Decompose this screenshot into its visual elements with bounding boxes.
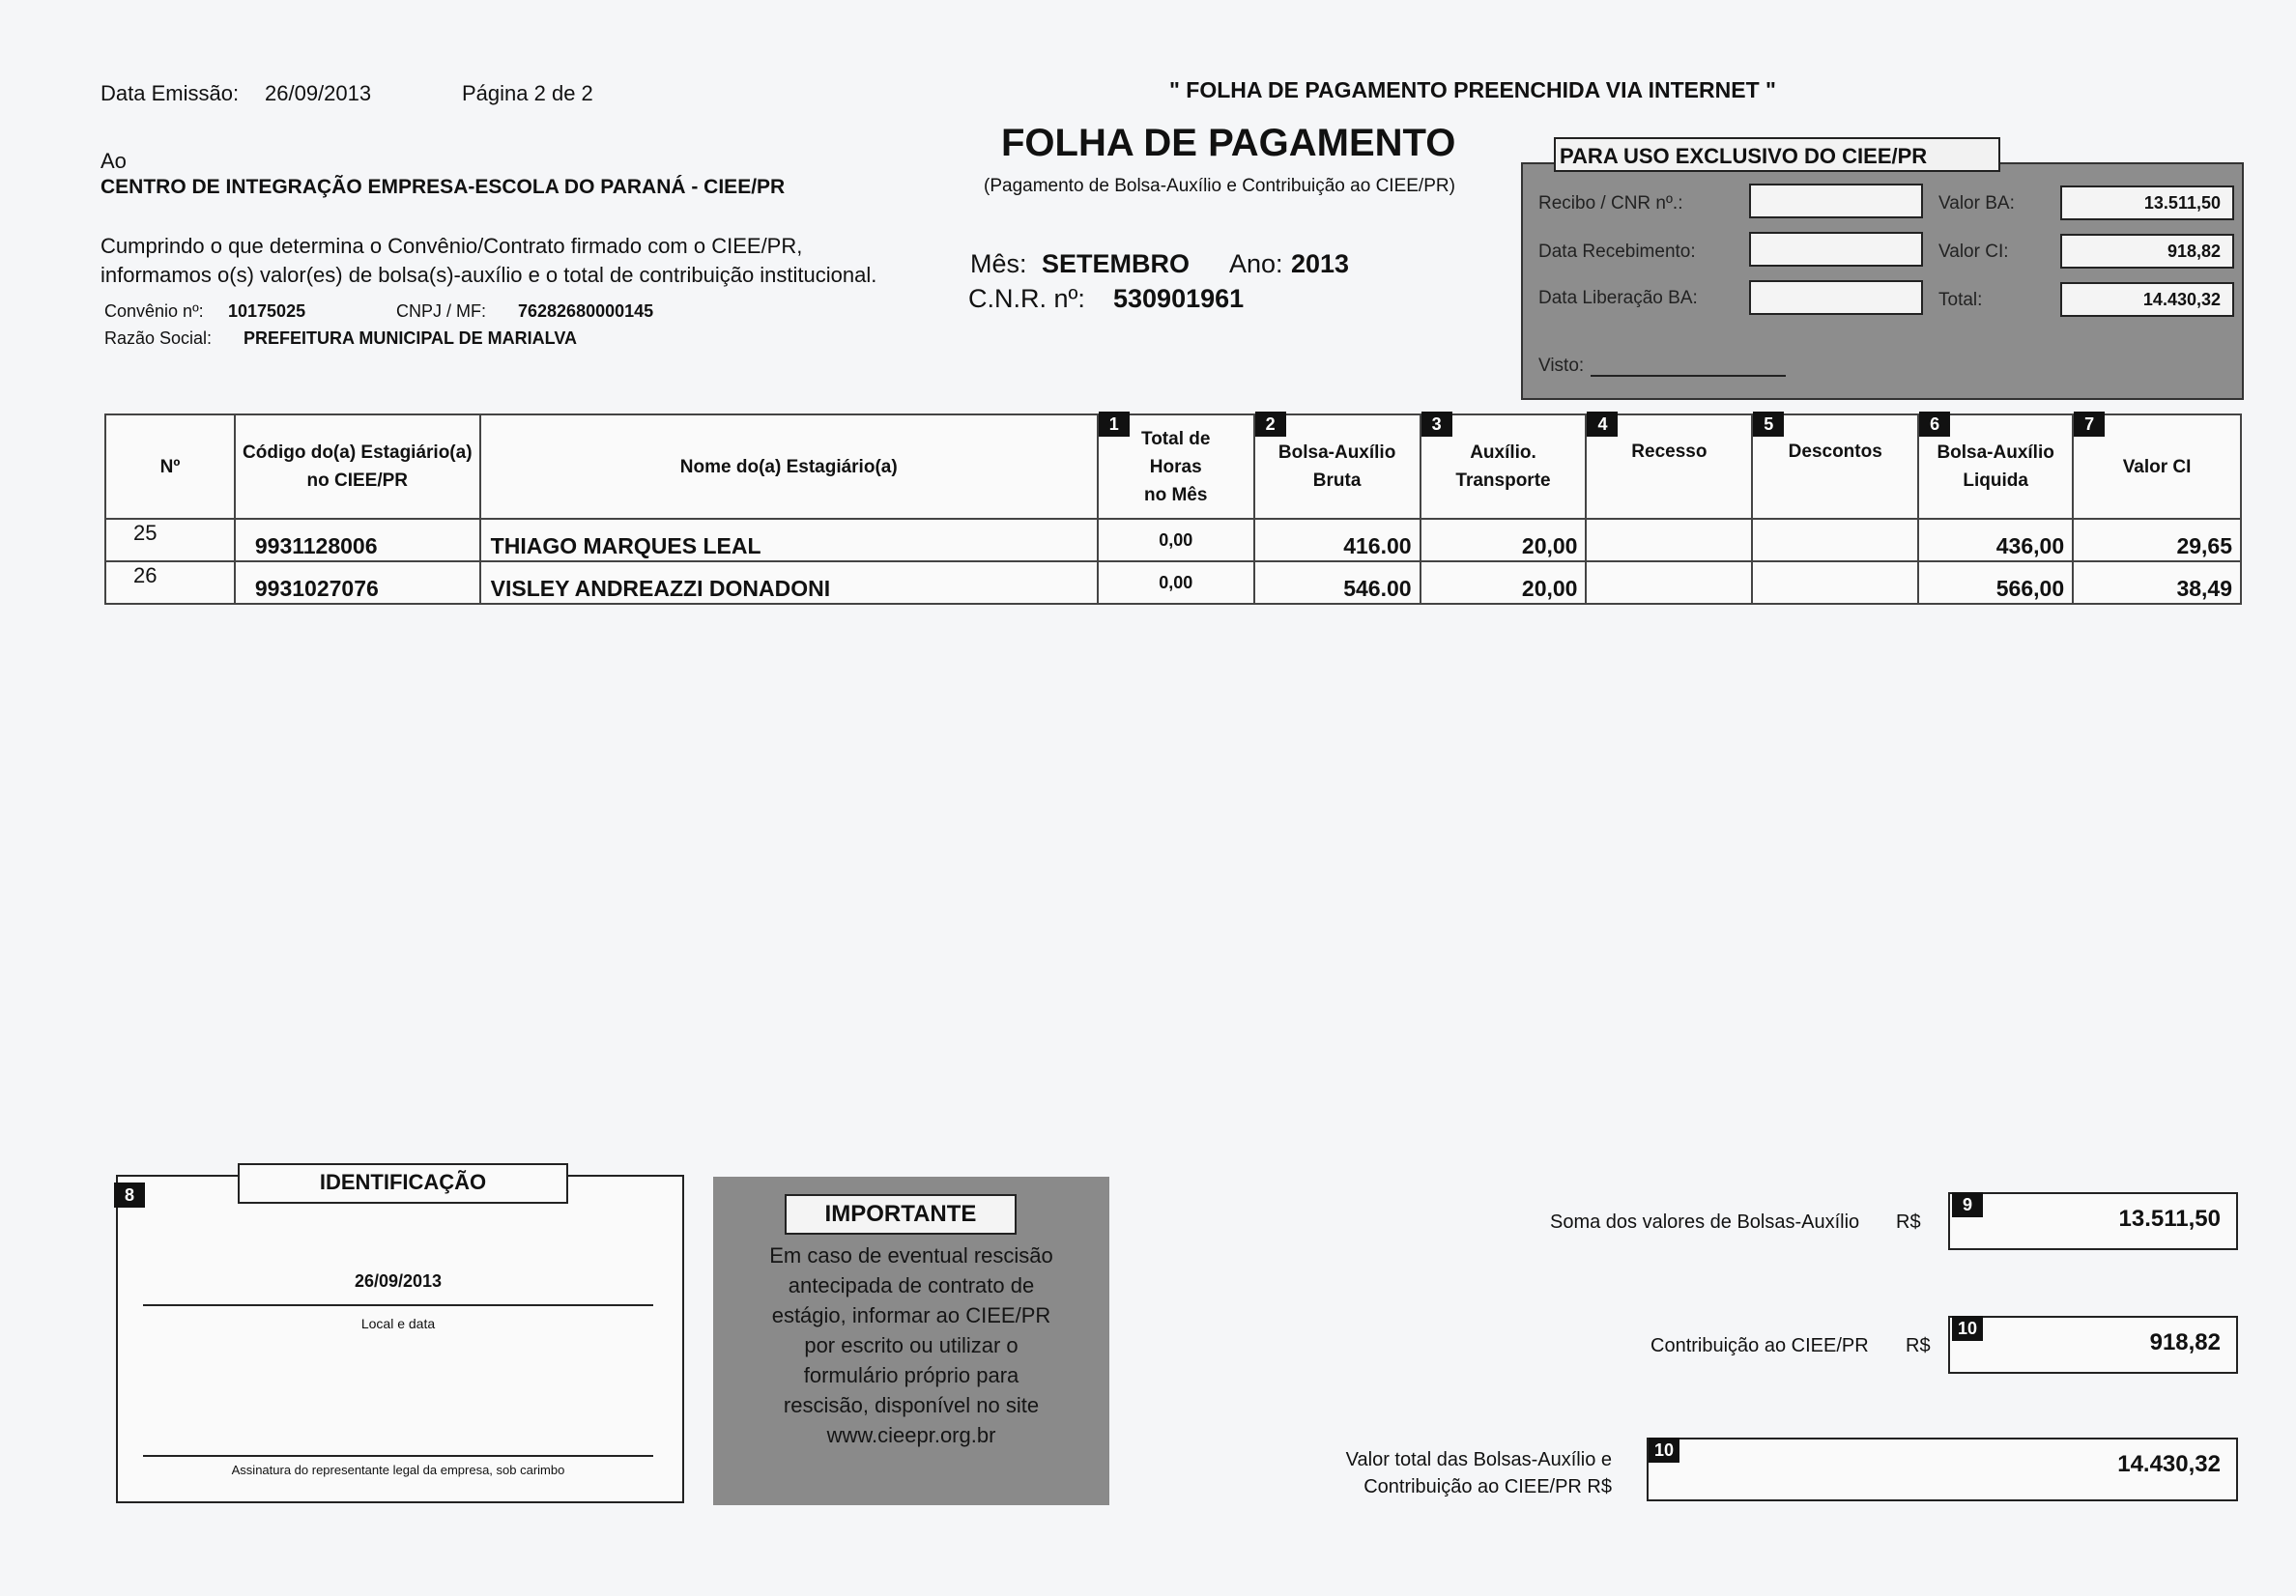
col-header-hours-label: Total de Horas no Mês <box>1141 428 1211 505</box>
row-ci: 29,65 <box>2073 519 2241 561</box>
row-code: 9931128006 <box>235 519 480 561</box>
contrib-currency: R$ <box>1906 1335 1931 1356</box>
razao-social: PREFEITURA MUNICIPAL DE MARIALVA <box>244 328 577 348</box>
table-row <box>105 561 2241 604</box>
col-number-3: 3 <box>1421 412 1452 437</box>
col-header-bruta-label: Bolsa-Auxílio Bruta <box>1277 442 1396 491</box>
internet-title: " FOLHA DE PAGAMENTO PREENCHIDA VIA INTERNET " <box>1169 77 1776 102</box>
liberacao-field[interactable] <box>1749 280 1923 315</box>
col-header-descontos-label: Descontos <box>1788 441 1882 462</box>
important-line: estágio, informar ao CIEE/PR <box>771 1303 1051 1327</box>
payroll-table <box>104 413 2242 605</box>
signature-caption: Assinatura do representante legal da empresa, sob carimbo <box>231 1463 565 1477</box>
intro-text-1: Cumprindo o que determina o Convênio/Contrato firmado com o CIEE/PR, <box>100 234 803 258</box>
important-line: Em caso de eventual rescisão <box>769 1243 1053 1268</box>
soma-box-number: 9 <box>1952 1192 1983 1217</box>
valor-ba-value: 13.511,50 <box>2060 185 2234 220</box>
col-header-name: Nome do(a) Estagiário(a) <box>480 414 1098 519</box>
col-header-n: Nº <box>105 414 235 519</box>
issue-date-label: Data Emissão: <box>100 81 240 105</box>
recibo-label: Recibo / CNR nº.: <box>1538 193 1683 214</box>
page-subtitle: (Pagamento de Bolsa-Auxílio e Contribuição ao CIEE/PR) <box>984 176 1455 196</box>
identification-title: IDENTIFICAÇÃO <box>238 1163 568 1204</box>
ciee-panel-title: PARA USO EXCLUSIVO DO CIEE/PR <box>1554 137 2000 172</box>
important-line: www.cieepr.org.br <box>826 1423 996 1447</box>
row-liquida: 436,00 <box>1918 519 2073 561</box>
important-title: IMPORTANTE <box>785 1194 1017 1235</box>
intro-text-2: informamos o(s) valor(es) de bolsa(s)-auxílio e o total de contribuição institucional. <box>100 263 877 287</box>
visto-line <box>1591 375 1786 377</box>
grand-total-value: 14.430,32 <box>1647 1438 2238 1501</box>
signature-line <box>143 1455 653 1457</box>
cnpj-label: CNPJ / MF: <box>396 301 486 321</box>
col-header-hours <box>1098 414 1254 519</box>
col-header-valor-ci <box>2073 414 2241 519</box>
table-row <box>105 519 2241 561</box>
row-number: 25 <box>105 519 235 561</box>
recebimento-label: Data Recebimento: <box>1538 242 1696 262</box>
grand-total-box-number: 10 <box>1649 1438 1679 1463</box>
month-label: Mês: <box>970 249 1027 278</box>
grand-total-label-1: Valor total das Bolsas-Auxílio e <box>1345 1449 1612 1470</box>
row-transporte: 20,00 <box>1421 561 1587 604</box>
col-header-liquida-label: Bolsa-Auxílio Liquida <box>1937 442 2054 491</box>
row-name: VISLEY ANDREAZZI DONADONI <box>480 561 1098 604</box>
col-header-code: Código do(a) Estagiário(a) no CIEE/PR <box>235 414 480 519</box>
recebimento-field[interactable] <box>1749 232 1923 267</box>
valor-ci-label: Valor CI: <box>1938 242 2009 262</box>
row-descontos <box>1752 561 1918 604</box>
row-ci: 38,49 <box>2073 561 2241 604</box>
year-label: Ano: <box>1229 249 1283 278</box>
recibo-field[interactable] <box>1749 184 1923 218</box>
important-line: por escrito ou utilizar o <box>804 1333 1019 1357</box>
col-header-recesso <box>1586 414 1752 519</box>
col-number-7: 7 <box>2074 412 2105 437</box>
row-code: 9931027076 <box>235 561 480 604</box>
col-number-1: 1 <box>1099 412 1130 437</box>
row-bruta: 416.00 <box>1254 519 1421 561</box>
date-line <box>143 1304 653 1306</box>
liberacao-label: Data Liberação BA: <box>1538 288 1698 308</box>
col-number-6: 6 <box>1919 412 1950 437</box>
razao-label: Razão Social: <box>104 328 213 348</box>
cnpj-number: 76282680000145 <box>518 301 654 321</box>
row-bruta: 546.00 <box>1254 561 1421 604</box>
addressee-to: Ao <box>100 149 127 173</box>
addressee-org: CENTRO DE INTEGRAÇÃO EMPRESA-ESCOLA DO PARANÁ - CIEE/PR <box>100 176 786 198</box>
page-title: FOLHA DE PAGAMENTO <box>1001 122 1456 164</box>
important-line: antecipada de contrato de <box>788 1273 1035 1297</box>
identification-box <box>116 1175 684 1503</box>
convenio-number: 10175025 <box>228 301 306 321</box>
col-number-5: 5 <box>1753 412 1784 437</box>
row-transporte: 20,00 <box>1421 519 1587 561</box>
row-recesso <box>1586 561 1752 604</box>
col-header-transporte <box>1421 414 1587 519</box>
col-header-liquida <box>1918 414 2073 519</box>
row-liquida: 566,00 <box>1918 561 2073 604</box>
row-name: THIAGO MARQUES LEAL <box>480 519 1098 561</box>
contrib-value: 918,82 <box>1948 1316 2238 1374</box>
page-indicator: Página 2 de 2 <box>462 81 593 105</box>
col-number-4: 4 <box>1587 412 1618 437</box>
table-header-row <box>105 414 2241 519</box>
col-number-2: 2 <box>1255 412 1286 437</box>
row-hours: 0,00 <box>1098 561 1254 604</box>
convenio-label: Convênio nº: <box>104 301 204 321</box>
soma-value: 13.511,50 <box>1948 1192 2238 1250</box>
col-header-bruta <box>1254 414 1421 519</box>
valor-ba-label: Valor BA: <box>1938 193 2015 214</box>
row-number: 26 <box>105 561 235 604</box>
row-descontos <box>1752 519 1918 561</box>
year-value: 2013 <box>1291 249 1350 278</box>
col-header-valor-ci-label: Valor CI <box>2122 456 2192 477</box>
row-recesso <box>1586 519 1752 561</box>
col-header-descontos <box>1752 414 1918 519</box>
identification-number: 8 <box>114 1183 145 1208</box>
issue-date: 26/09/2013 <box>265 81 372 105</box>
soma-label: Soma dos valores de Bolsas-Auxílio <box>1550 1211 1860 1233</box>
contrib-box-number: 10 <box>1952 1316 1983 1341</box>
important-line: rescisão, disponível no site <box>783 1393 1040 1417</box>
cnr-number: 530901961 <box>1113 284 1245 313</box>
row-hours: 0,00 <box>1098 519 1254 561</box>
total-label: Total: <box>1938 290 1983 310</box>
month-value: SETEMBRO <box>1042 249 1191 278</box>
important-line: formulário próprio para <box>803 1363 1019 1387</box>
col-header-recesso-label: Recesso <box>1631 441 1708 462</box>
contrib-label: Contribuição ao CIEE/PR <box>1650 1335 1869 1356</box>
identification-date: 26/09/2013 <box>354 1271 443 1291</box>
col-header-transporte-label: Auxílio. Transporte <box>1455 442 1551 491</box>
soma-currency: R$ <box>1896 1211 1921 1233</box>
important-text <box>740 1240 1082 1450</box>
date-caption: Local e data <box>360 1316 436 1331</box>
total-value: 14.430,32 <box>2060 282 2234 317</box>
valor-ci-value: 918,82 <box>2060 234 2234 269</box>
visto-label: Visto: <box>1538 356 1585 376</box>
grand-total-label-2: Contribuição ao CIEE/PR R$ <box>1363 1476 1612 1497</box>
cnr-label: C.N.R. nº: <box>968 284 1085 313</box>
